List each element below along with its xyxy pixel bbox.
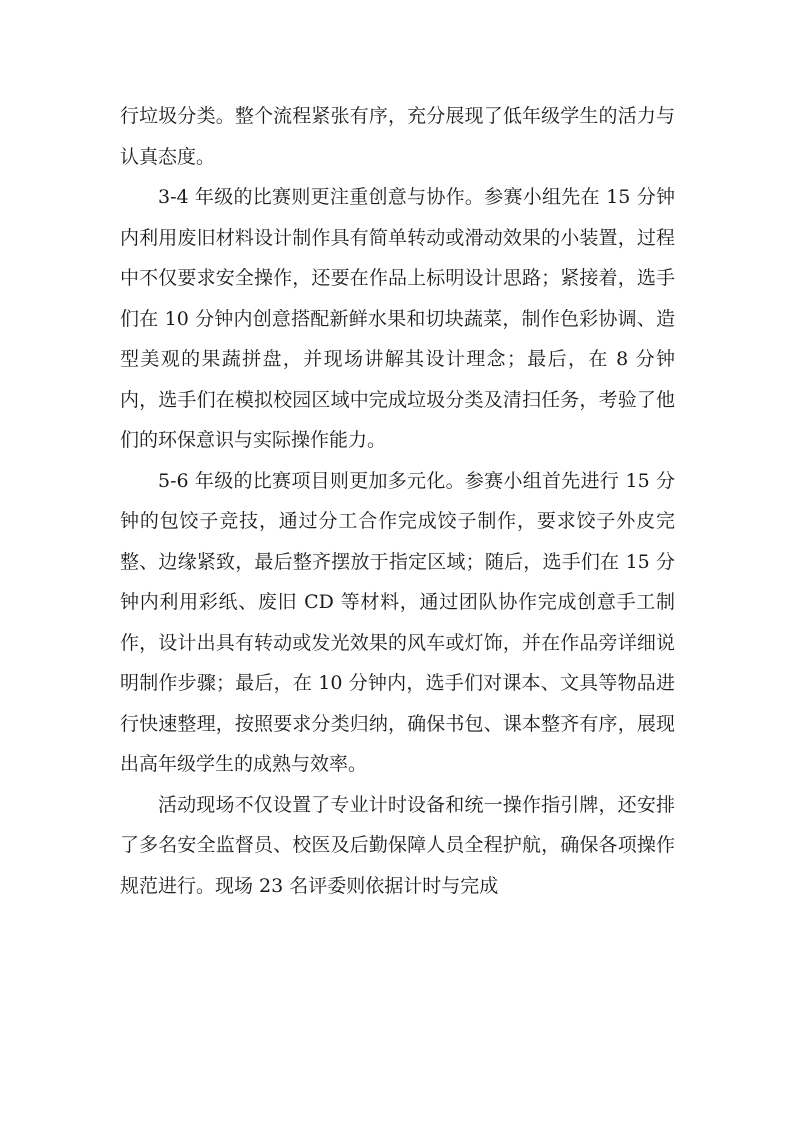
paragraph-2: 3-4 年级的比赛则更注重创意与协作。参赛小组先在 15 分钟内利用废旧材料设计制作具有简单转动或滑动效果的小装置，过程中不仅要求安全操作，还要在作品上标明设计思路；紧接着，选手们在 10 分钟内创意搭配新鲜水果和切块蔬菜，制作色彩协调、造型美观的果蔬拼盘，并现场讲解其设计理念；最后，在 8 分钟内，选手们在模拟校园区域中完成垃圾分类及清扫任务，考验了他们的环保意识与实际操作能力。 <box>120 186 675 451</box>
paragraph-4: 活动现场不仅设置了专业计时设备和统一操作指引牌，还安排了多名安全监督员、校医及后勤保障人员全程护航，确保各项操作规范进行。现场 23 名评委则依据计时与完成 <box>120 793 675 897</box>
paragraph-3: 5-6 年级的比赛项目则更加多元化。参赛小组首先进行 15 分钟的包饺子竞技，通过分工合作完成饺子制作，要求饺子外皮完整、边缘紧致，最后整齐摆放于指定区域；随后，选手们在 15 分钟内利用彩纸、废旧 CD 等材料，通过团队协作完成创意手工制作，设计出具有转动或发光效果的风车或灯饰，并在作品旁详细说明制作步骤；最后，在 10 分钟内，选手们对课本、文具等物品进行快速整理，按照要求分类归纳，确保书包、课本整齐有序，展现出高年级学生的成熟与效率。 <box>120 469 675 775</box>
document-body <box>120 96 675 906</box>
paragraph-1: 行垃圾分类。整个流程紧张有序，充分展现了低年级学生的活力与认真态度。 <box>120 105 675 168</box>
